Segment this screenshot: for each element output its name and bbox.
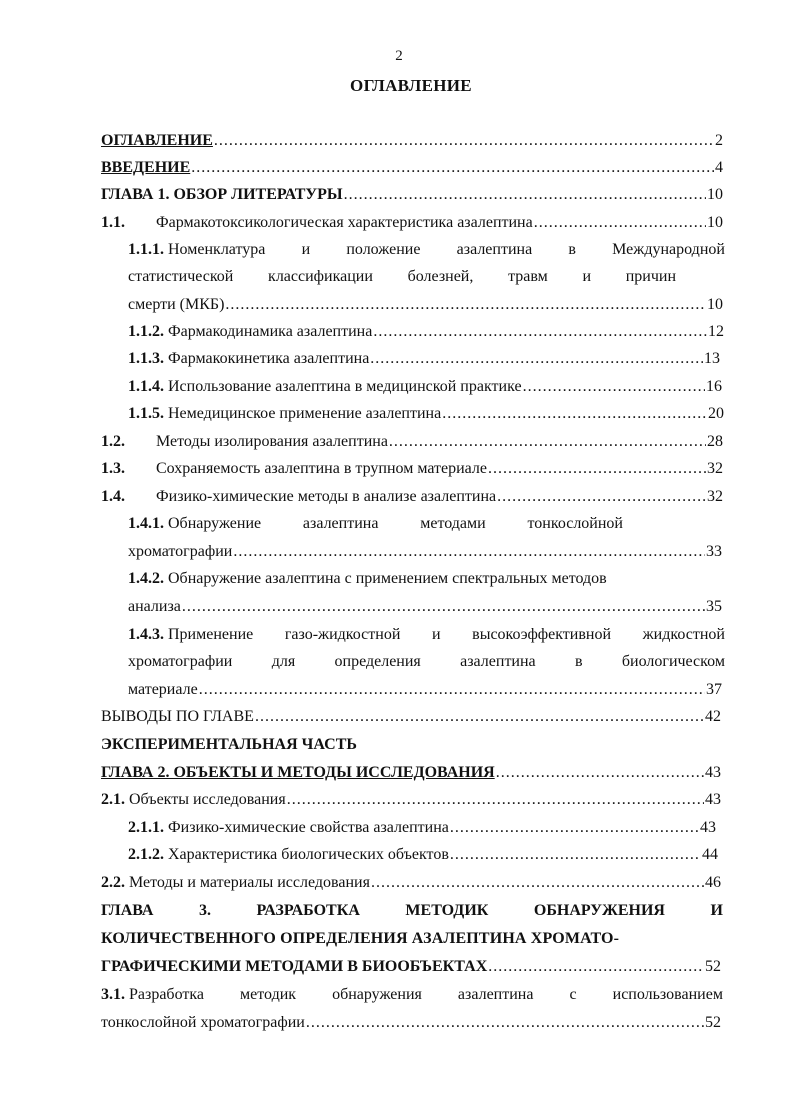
toc-entry-page: 4 <box>715 159 723 176</box>
page-title: ОГЛАВЛЕНИЕ <box>350 76 472 95</box>
toc-entry-1-4-2-line2: анализа ..... 35 <box>128 594 722 620</box>
toc-entry-introduction[interactable] <box>101 155 723 181</box>
toc-entry-page: 32 <box>707 488 723 505</box>
toc-entry-page: 52 <box>705 958 721 975</box>
toc-entry-title: ОГЛАВЛЕНИЕ <box>101 132 213 149</box>
toc-entry-1-4-1-line2: хроматографии ..... 33 <box>128 539 722 565</box>
toc-entry-1-4-3-line2: хроматографии для определения азалептина в биологическом <box>128 653 725 670</box>
toc-entry-title: Фармакотоксикологическая характеристика азалептина <box>156 214 533 231</box>
toc-entry-page: 2 <box>715 132 723 149</box>
toc-entry-number: 1.1. <box>101 214 125 231</box>
toc-entry-chapter-3-line3: ГРАФИЧЕСКИМИ МЕТОДАМИ В БИООБЪЕКТАХ ..... 52 <box>101 954 721 980</box>
toc-entry-page: 35 <box>706 598 722 615</box>
toc-entry-2-1-2[interactable]: 2.1.2. Характеристика биологических объектов ..... 44 <box>128 842 718 868</box>
page-number: 2 <box>395 48 403 64</box>
toc-entry-page: 32 <box>707 460 723 477</box>
toc-entry-page: 28 <box>707 433 723 450</box>
toc-entry-page: 20 <box>708 405 724 422</box>
toc-entry-title: ВВЕДЕНИЕ <box>101 159 191 176</box>
toc-entry-experimental-part[interactable]: ЭКСПЕРИМЕНТАЛЬНАЯ ЧАСТЬ <box>101 736 357 753</box>
toc-entry-page: 10 <box>707 296 723 313</box>
toc-entry-page: 13 <box>704 350 720 367</box>
toc-entry-page: 10 <box>707 186 723 203</box>
toc-entry-1-1[interactable] <box>101 210 723 236</box>
toc-entry-page: 43 <box>700 819 716 836</box>
toc-entry-page: 10 <box>707 214 723 231</box>
toc-entry-page: 42 <box>705 708 721 725</box>
toc-entry-1-2[interactable]: 1.2. Методы изолирования азалептина ..... 28 <box>101 429 723 455</box>
toc-entry-page: 16 <box>706 378 722 395</box>
toc-entry-page: 33 <box>706 543 722 560</box>
toc-entry-1-1-5[interactable]: 1.1.5. Немедицинское применение азалептина ..... 20 <box>128 401 724 427</box>
toc-entry-chapter-3[interactable]: ГЛАВА 3. РАЗРАБОТКА МЕТОДИК ОБНАРУЖЕНИЯ И <box>101 902 723 919</box>
toc-entry-1-4-3[interactable]: 1.4.3. Применение газо-жидкостной и высокоэффективной жидкостной <box>128 626 725 643</box>
toc-entry-1-1-4[interactable]: 1.1.4. Использование азалептина в медицинской практике ..... 16 <box>128 374 722 400</box>
toc-entry-1-1-1-line3: смерти (МКБ) ..... 10 <box>128 292 723 318</box>
toc-entry-page: 46 <box>705 874 721 891</box>
toc-entry-chapter-1[interactable] <box>101 182 723 208</box>
toc-entry-page: 43 <box>705 791 721 808</box>
toc-entry-title: ГЛАВА 1. ОБЗОР ЛИТЕРАТУРЫ <box>101 186 343 203</box>
toc-entry-page: 44 <box>702 846 718 863</box>
toc-entry-1-1-1[interactable]: 1.1.1. Номенклатура и положение азалептина в Международной <box>128 241 725 258</box>
toc-entry-1-4-1[interactable]: 1.4.1. Обнаружение азалептина методами тонкослойной <box>128 515 623 532</box>
toc-entry-contents[interactable] <box>101 128 723 154</box>
toc-entry-2-1[interactable]: 2.1. Объекты исследования ..... 43 <box>101 787 721 813</box>
toc-entry-2-2[interactable]: 2.2. Методы и материалы исследования ..... 46 <box>101 870 721 896</box>
toc-entry-page: 12 <box>708 323 724 340</box>
toc-entry-chapter-conclusions[interactable]: ВЫВОДЫ ПО ГЛАВЕ ..... 42 <box>101 704 721 730</box>
toc-entry-1-4[interactable]: 1.4. Физико-химические методы в анализе азалептина ..... 32 <box>101 484 723 510</box>
toc-entry-1-1-3[interactable]: 1.1.3. Фармакокинетика азалептина ..... 13 <box>128 346 720 372</box>
toc-entry-2-1-1[interactable]: 2.1.1. Физико-химические свойства азалептина ..... 43 <box>128 815 716 841</box>
toc-entry-1-1-2[interactable]: 1.1.2. Фармакодинамика азалептина ..... 12 <box>128 319 724 345</box>
toc-entry-page: 37 <box>706 681 722 698</box>
toc-entry-1-3[interactable]: 1.3. Сохраняемость азалептина в трупном материале ..... 32 <box>101 456 723 482</box>
toc-entry-3-1-line2: тонкослойной хроматографии ..... 52 <box>101 1010 721 1036</box>
toc-entry-1-4-2[interactable]: 1.4.2. Обнаружение азалептина с применением спектральных методов <box>128 570 607 587</box>
toc-entry-page: 43 <box>705 764 721 781</box>
toc-entry-3-1[interactable]: 3.1. Разработка методик обнаружения азалептина с использованием <box>101 986 723 1003</box>
toc-entry-page: 52 <box>705 1014 721 1031</box>
toc-entry-1-1-1-line2: статистической классификации болезней, травм и причин <box>128 268 676 285</box>
toc-entry-chapter-2[interactable]: ГЛАВА 2. ОБЪЕКТЫ И МЕТОДЫ ИССЛЕДОВАНИЯ ..... 43 <box>101 760 721 786</box>
toc-entry-1-4-3-line3: материале ..... 37 <box>128 677 722 703</box>
toc-entry-chapter-3-line2: КОЛИЧЕСТВЕННОГО ОПРЕДЕЛЕНИЯ АЗАЛЕПТИНА ХРОМАТО- <box>101 930 620 947</box>
